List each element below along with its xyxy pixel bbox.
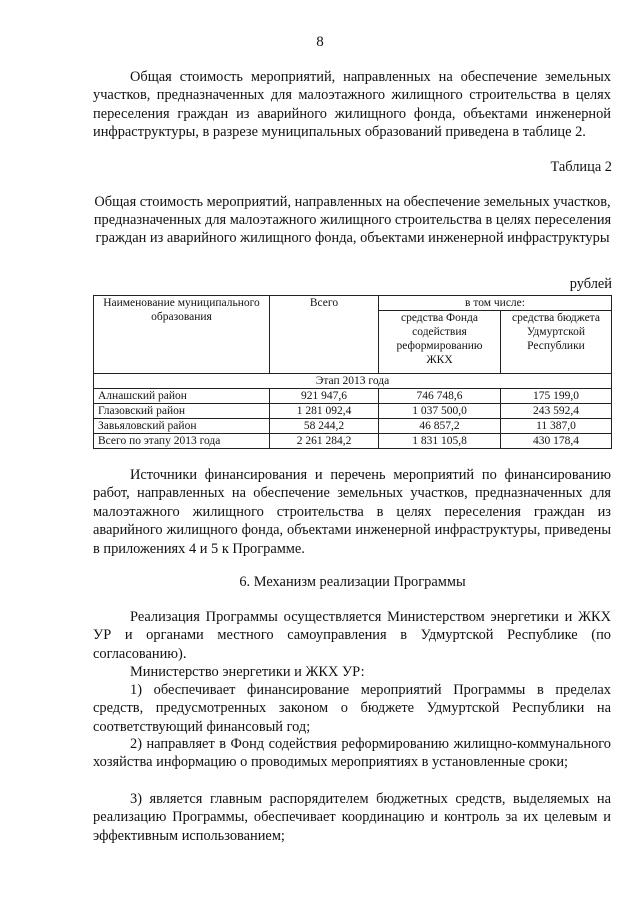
row-total: 921 947,6 — [270, 389, 379, 404]
row-total: 58 244,2 — [270, 419, 379, 434]
page-number: 8 — [316, 34, 324, 50]
row-name: Всего по этапу 2013 года — [94, 434, 270, 449]
section-paragraph: Министерство энергетики и ЖКХ УР: — [130, 664, 365, 680]
section-paragraph: 3) является главным распорядителем бюджетных средств, выделяемых на реализацию Программы, обеспечивает координацию и контроль за их целевым и эффективным использованием; — [93, 791, 611, 844]
row-name: Глазовский район — [94, 404, 270, 419]
header-fund: средства Фонда содействия реформированию ЖКХ — [379, 311, 501, 374]
table-row — [94, 404, 612, 419]
row-budget: 11 387,0 — [501, 419, 612, 434]
row-budget: 175 199,0 — [501, 389, 612, 404]
header-including: в том числе: — [379, 296, 612, 311]
row-fund: 746 748,6 — [379, 389, 501, 404]
row-fund: 1 037 500,0 — [379, 404, 501, 419]
row-name: Завьяловский район — [94, 419, 270, 434]
row-total: 2 261 284,2 — [270, 434, 379, 449]
sources-paragraph: Источники финансирования и перечень мероприятий по финансированию работ, направленных на обеспечение земельных участков, предназначенных для малоэтажного жилищного строительства в целях переселения граждан из аварийного жилищного фонда, объектами инженерной инфраструктуры, приведены в приложениях 4 и 5 к Программе. — [93, 467, 611, 557]
table-row — [94, 389, 612, 404]
row-fund: 46 857,2 — [379, 419, 501, 434]
row-name: Алнашский район — [94, 389, 270, 404]
section-heading: 6. Механизм реализации Программы — [239, 574, 466, 590]
table-label: Таблица 2 — [550, 159, 612, 175]
intro-paragraph: Общая стоимость мероприятий, направленных на обеспечение земельных участков, предназначенных для малоэтажного жилищного строительства в целях переселения граждан из аварийного жилищного фонда, объектами инженерной инфраструктуры, в разрезе муниципальных образований приведена в таблице 2. — [93, 69, 611, 141]
row-budget: 430 178,4 — [501, 434, 612, 449]
table-row-total — [94, 434, 612, 449]
row-fund: 1 831 105,8 — [379, 434, 501, 449]
units-label: рублей — [569, 276, 612, 292]
stage-row: Этап 2013 года — [94, 374, 612, 389]
header-municipality: Наименование муниципального образования — [94, 296, 270, 374]
header-total: Всего — [270, 296, 379, 374]
section-paragraph: 1) обеспечивает финансирование мероприятий Программы в пределах средств, предусмотренных законом о бюджете Удмуртской Республики на соответствующий финансовый год; — [93, 682, 611, 735]
header-budget: средства бюджета Удмуртской Республики — [501, 311, 612, 374]
section-paragraph: 2) направляет в Фонд содействия реформированию жилищно-коммунального хозяйства информацию о проводимых мероприятиях в установленные сроки; — [93, 736, 611, 771]
row-budget: 243 592,4 — [501, 404, 612, 419]
section-paragraph: Реализация Программы осуществляется Министерством энергетики и ЖКХ УР и органами местного самоуправления в Удмуртской Республике (по согласованию). — [93, 609, 611, 662]
table-row — [94, 419, 612, 434]
cost-table — [93, 295, 612, 449]
row-total: 1 281 092,4 — [270, 404, 379, 419]
table-title: Общая стоимость мероприятий, направленных на обеспечение земельных участков, предназначенных для малоэтажного жилищного строительства в целях переселения граждан из аварийного жилищного фонда, объектами инженерной инфраструктуры — [93, 194, 612, 247]
